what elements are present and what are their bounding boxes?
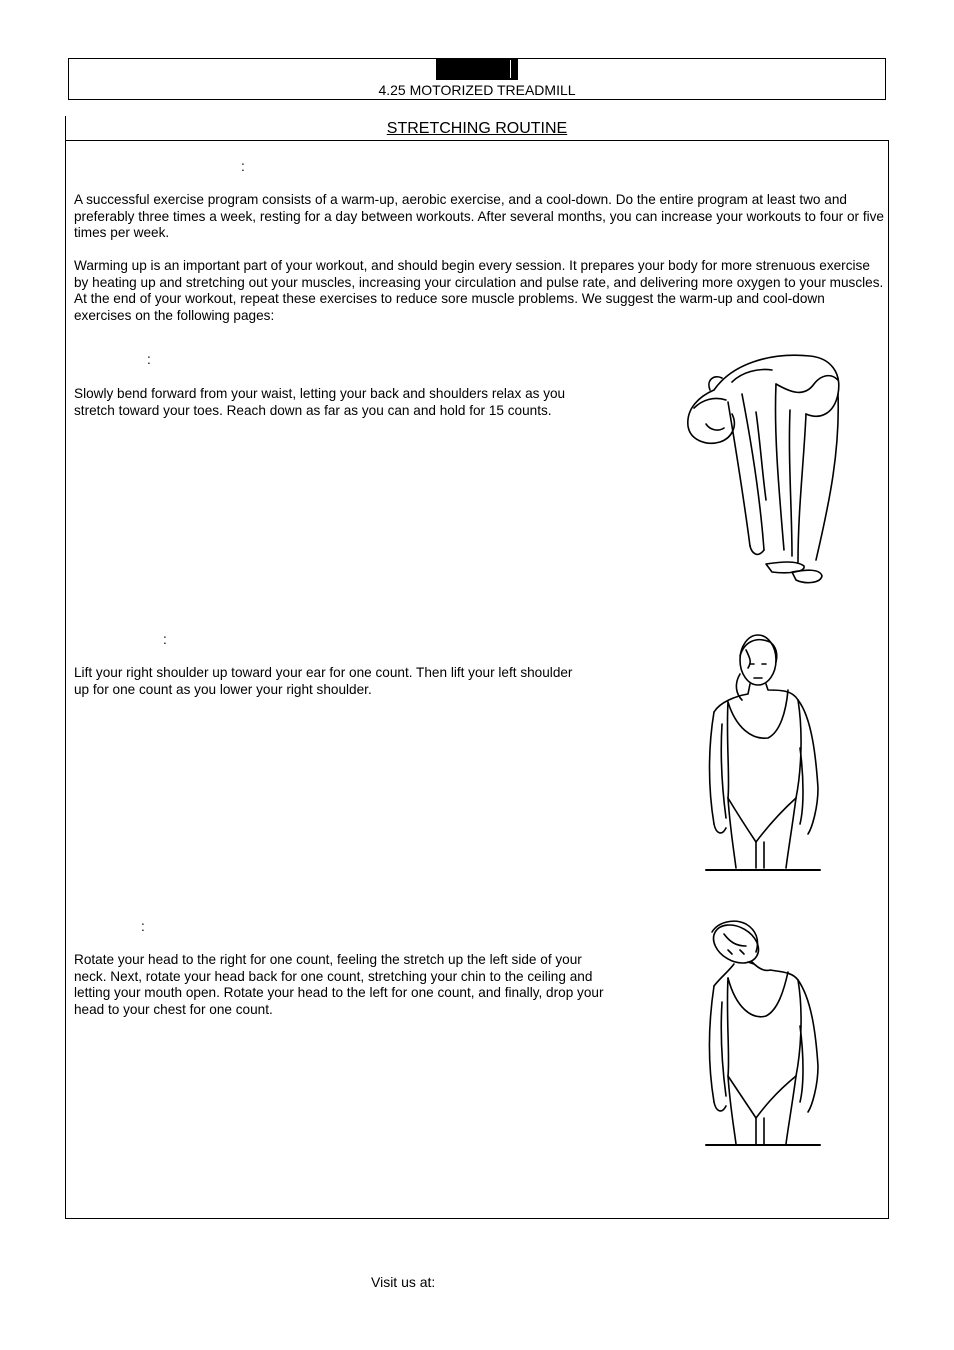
exercise-1-text: Slowly bend forward from your waist, letting your back and shoulders relax as you stretch toward your toes. Reach down as far as you can and hold for 15 counts. [74,386,566,418]
toe-touch-figure-icon [680,350,845,586]
intro-heading-colon: : [241,159,245,174]
exercise-1-heading-colon: : [147,352,151,367]
exercise-3-heading-colon: : [141,919,145,934]
shoulder-lift-figure-icon [700,628,825,874]
exercise-2-text: Lift your right shoulder up toward your ear for one count. Then lift your left shoulder up for one count as you lower your right shoulder. [74,665,573,697]
logo-notch [510,60,511,78]
intro-paragraph-2: Warming up is an important part of your workout, and should begin every session. It prepares your body for more strenuous exercise by heating up and stretching out your muscles, increasing your circulation and pulse rate, and delivering more oxygen to your muscles. At the end of your workout, repeat these exercises to reduce sore muscle problems. We suggest the warm-up and cool-down exercises on the following pages: [74,258,884,323]
footer-visit-text: Visit us at: [371,1274,436,1290]
head-roll-figure-icon [700,916,825,1149]
brand-logo-block [436,59,518,80]
exercise-3-text: Rotate your head to the right for one count, feeling the stretch up the left side of your neck. Next, rotate your head back for one count, stretching your chin to the ceiling and letting your mouth open. Rotate your head to the left for one count, and finally, drop your head to your chest for one count. [74,952,604,1017]
manual-title: 4.25 MOTORIZED TREADMILL [378,82,576,98]
intro-paragraph-1: A successful exercise program consists of a warm-up, aerobic exercise, and a cool-down. Do the entire program at least two and preferably three times a week, resting for a day between workouts. After several months, you can increase your workouts to four or five times per week. [74,192,884,240]
exercise-2-heading-colon: : [163,632,167,647]
section-title: STRETCHING ROUTINE [386,120,568,137]
